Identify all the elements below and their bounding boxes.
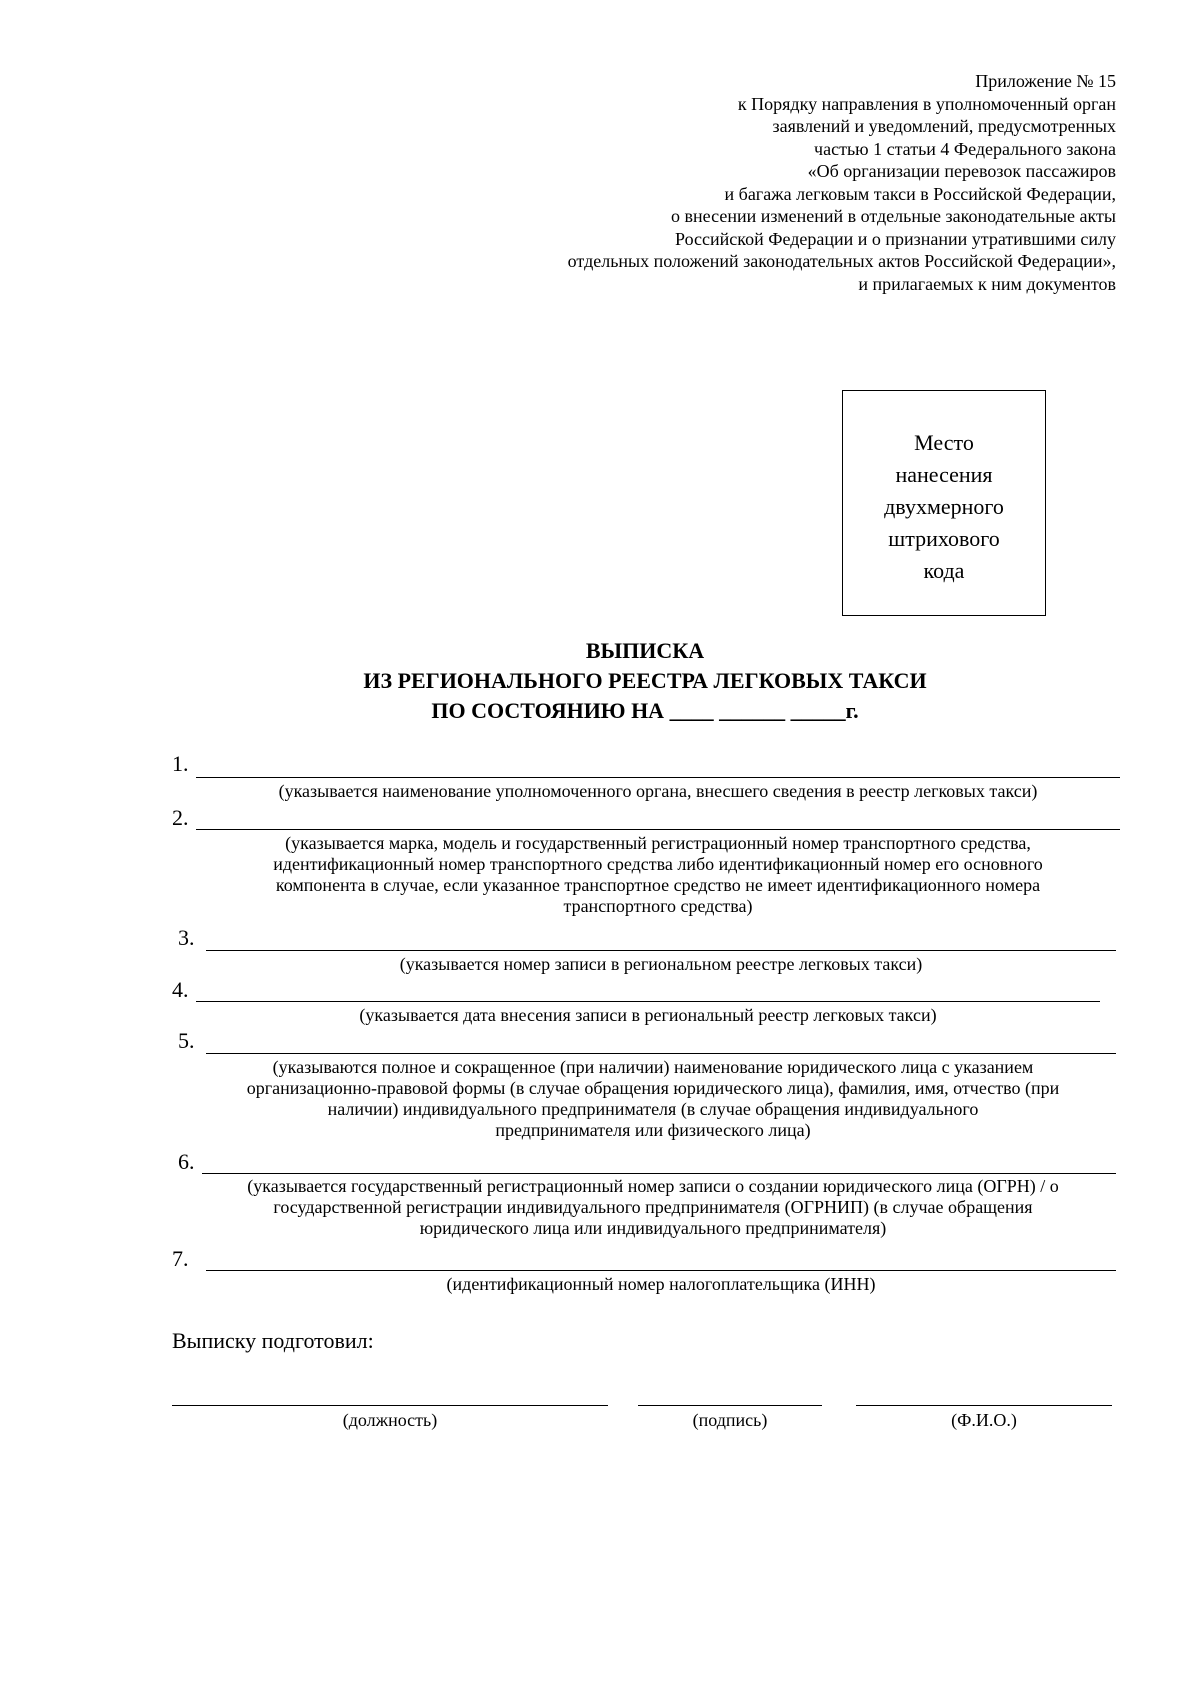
appendix-line: и багажа легковым такси в Российской Федерации, <box>724 183 1116 204</box>
barcode-box-line: кода <box>923 558 965 583</box>
item-number: 1. <box>172 751 189 776</box>
hint-line: организационно-правовой формы (в случае обращения юридического лица), фамилия, имя, отчество (при <box>246 1078 1060 1098</box>
hint-line: (идентификационный номер налогоплательщика (ИНН) <box>446 1274 876 1294</box>
hint-line: (указывается номер записи в региональном реестре легковых такси) <box>399 954 923 974</box>
hint-line: (указывается дата внесения записи в региональный реестр легковых такси) <box>359 1005 937 1025</box>
item-3-hint <box>206 954 1116 975</box>
position-hint: (должность) <box>342 1410 438 1430</box>
item-number: 6. <box>178 1149 195 1174</box>
prepared-by-label: Выписку подготовил: <box>172 1328 374 1353</box>
item-1-hint <box>196 781 1120 802</box>
barcode-box-line: штрихового <box>888 526 1000 551</box>
hint-line: компонента в случае, если указанное транспортное средство не имеет идентификационного номера <box>275 875 1041 895</box>
hint-line: (указывается государственный регистрационный номер записи о создании юридического лица (ОГРН) / о <box>247 1176 1059 1196</box>
position-field[interactable] <box>172 1405 608 1406</box>
barcode-box-line: нанесения <box>895 462 993 487</box>
hint-line: (указывается наименование уполномоченного органа, внесшего сведения в реестр легковых такси) <box>278 781 1038 801</box>
hint-line: (указывается марка, модель и государственный регистрационный номер транспортного средства, <box>285 833 1031 853</box>
item-number: 2. <box>172 805 189 830</box>
item-7-hint <box>206 1274 1116 1295</box>
item-number: 4. <box>172 977 189 1002</box>
hint-line: транспортного средства) <box>563 896 753 916</box>
item-5-hint <box>180 1057 1126 1141</box>
appendix-line: Приложение № 15 <box>975 71 1116 91</box>
item-2-field[interactable] <box>196 829 1120 830</box>
item-number: 7. <box>172 1246 189 1271</box>
appendix-line: отдельных положений законодательных актов Российской Федерации», <box>567 251 1116 271</box>
item-7-field[interactable] <box>206 1270 1116 1271</box>
hint-line: государственной регистрации индивидуального предпринимателя (ОГРНИП) (в случае обращения <box>273 1197 1033 1217</box>
appendix-line: о внесении изменений в отдельные законодательные акты <box>671 206 1116 226</box>
document-subtitle: ИЗ РЕГИОНАЛЬНОГО РЕЕСТРА ЛЕГКОВЫХ ТАКСИ <box>363 668 927 693</box>
appendix-line: Российской Федерации и о признании утратившими силу <box>675 228 1116 249</box>
appendix-line: заявлений и уведомлений, предусмотренных <box>772 116 1116 136</box>
item-number: 5. <box>178 1028 195 1053</box>
item-4-hint <box>196 1005 1100 1026</box>
hint-line: наличии) индивидуального предпринимателя (в случае обращения индивидуального <box>327 1099 979 1119</box>
full-name-hint: (Ф.И.О.) <box>951 1410 1017 1430</box>
signature-hint: (подпись) <box>692 1410 768 1430</box>
appendix-reference <box>396 70 1116 295</box>
item-6-hint <box>180 1176 1126 1239</box>
signature-field[interactable] <box>638 1405 822 1406</box>
hint-line: идентификационный номер транспортного средства либо идентификационный номер его основного <box>273 854 1043 874</box>
item-number: 3. <box>178 925 195 950</box>
barcode-box-line: Место <box>914 430 974 455</box>
document-date-line: ПО СОСТОЯНИЮ НА ____ ______ _____г. <box>431 698 859 723</box>
item-4-field[interactable] <box>196 1001 1100 1002</box>
appendix-line: и прилагаемых к ним документов <box>858 273 1116 294</box>
item-6-field[interactable] <box>202 1173 1116 1174</box>
barcode-box-line: двухмерного <box>884 494 1004 519</box>
item-2-hint <box>196 833 1120 917</box>
appendix-line: к Порядку направления в уполномоченный орган <box>737 93 1116 114</box>
item-3-field[interactable] <box>206 950 1116 951</box>
hint-line: предпринимателя или физического лица) <box>495 1120 811 1140</box>
hint-line: (указываются полное и сокращенное (при наличии) наименование юридического лица с указанием <box>272 1057 1034 1077</box>
document-title: ВЫПИСКА <box>585 638 705 663</box>
item-5-field[interactable] <box>206 1053 1116 1054</box>
appendix-line: «Об организации перевозок пассажиров <box>807 161 1116 181</box>
barcode-placeholder-box <box>842 390 1046 616</box>
appendix-line: частью 1 статьи 4 Федерального закона <box>814 138 1116 159</box>
hint-line: юридического лица или индивидуального предпринимателя) <box>419 1218 887 1238</box>
item-1-field[interactable] <box>196 777 1120 778</box>
full-name-field[interactable] <box>856 1405 1112 1406</box>
